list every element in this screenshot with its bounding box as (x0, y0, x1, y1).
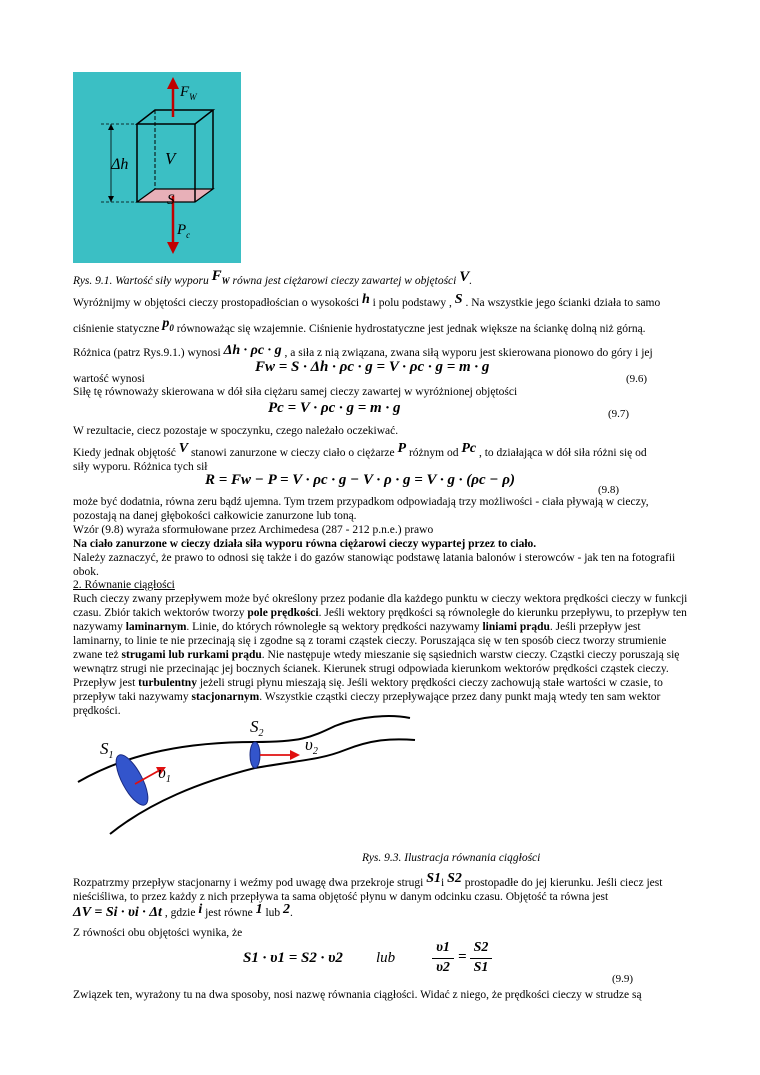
equation-9-6-number: (9.6) (626, 373, 648, 385)
paragraph-cases-2: pozostają na danej głębokości całkowicie zanurzone lub toną. (73, 510, 357, 522)
equation-9-9-lhs: S1 · υ1 = S2 · υ2 (243, 950, 343, 966)
paragraph-volume: ΔV = Si · υi · Δt , gdzie i jest równe 1 lub 2. (73, 902, 293, 920)
archimedes-law: Na ciało zanurzone w cieczy działa siła wyporu równa ciężarowi cieczy wypartej przez to ciało. (73, 538, 537, 550)
paragraph-stationary: Rozpatrzmy przepływ stacjonarny i weźmy pod uwagę dwa przekroje strugi S1i S2 prostopadłe do jej kierunku. Jeśli ciecz jest (73, 871, 663, 889)
figure-9-3-drawing (70, 712, 470, 842)
paragraph-stationary-2: nieściśliwa, to przez każdy z nich przepływa ta sama objętość płynu w danym odcinku czasu. Objętość ta równa jest (73, 891, 609, 903)
s-label: S (167, 192, 175, 208)
section-2-title: 2. Równanie ciągłości (73, 579, 175, 591)
figure-9-3-caption: Rys. 9.3. Ilustracja równania ciągłości (362, 852, 541, 864)
equation-9-8: R = Fw − P = V · ρc · g − V · ρ · g = V · g · (ρc − ρ) (205, 472, 515, 488)
fraction-den-v2: υ2 (436, 960, 450, 975)
figure-9-1-drawing (73, 72, 241, 263)
equation-9-9-lub: lub (376, 950, 396, 966)
fraction-bar-2 (470, 958, 492, 959)
equation-9-7-number: (9.7) (608, 408, 630, 420)
fraction-den-s1: S1 (473, 960, 489, 975)
paragraph-immersed-2: siły wyporu. Różnica tych sił (73, 461, 208, 473)
equation-9-9-equals: = (458, 949, 467, 965)
figure-9-1-caption: Rys. 9.1. Wartość siły wyporu $F_W$ równa jest ciężarowi cieczy zawartej w objętości V. (73, 268, 473, 287)
paragraph-rest: W rezultacie, ciecz pozostaje w spoczynku, czego należało oczekiwać. (73, 425, 399, 437)
fraction-num-v1: υ1 (436, 940, 450, 955)
v-label: V (165, 149, 176, 168)
equation-9-6: Fw = S · Δh · ρc · g = V · ρc · g = m · g (255, 359, 490, 375)
fraction-num-s2: S2 (473, 940, 489, 955)
section-2-body: Ruch cieczy zwany przepływem może być określony przez podanie dla każdego punktu w cieczy wektora prędkości cieczy w funkcji czasu. Zbiór takich wektorów tworzy pole prędkości. Jeśli wektory prędkości są równoległe do kierunku przepływu, to przepływ ten nazywamy laminarnym. Linie, do których równoległe są wektory prędkości nazywamy liniami prądu. Jeśli przepływ jest laminarny, to linie te nie przecinają się i zgodne są z torami cząstek cieczy. Poruszająca się w ten sposób ciecz tworzy strumienie zwane też strugami lub rurkami prądu. Nie następuje wtedy mieszanie się sąsiednich warstw cieczy. Cząstki cieczy poruszają się wewnątrz strugi nie przecinając jej bocznych ścianek. Kierunek strugi odpowiada kierunkom wektorów prędkości cząstek cieczy. Przepływ jest turbulentny jeżeli strugi płynu mieszają się. Jeśli wektory prędkości cieczy zachowują stałe wartości w czasie, to przepływ taki nazywamy stacjonarnym. Wszystkie cząstki cieczy przepływające przez dany punkt mają wtedy ten sam wektor prędkości. (73, 593, 688, 717)
v1-label: $\upsilon_1$ (158, 763, 171, 785)
equation-9-8-number: (9.8) (598, 484, 620, 496)
equation-9-7: Pc = V · ρc · g = m · g (268, 400, 401, 416)
paragraph-gases-2: obok. (73, 566, 99, 578)
paragraph-prism: Wyróżnijmy w objętości cieczy prostopadłościan o wysokości h i polu podstawy , S . Na wszystkie jego ścianki działa to samo (73, 292, 661, 309)
paragraph-archimedes: Wzór (9.8) wyraża sformułowane przez Archimedesa (287 - 212 p.n.e.) prawo (73, 524, 434, 536)
s1-label: $S_1$ (100, 739, 114, 761)
figure-9-1 (73, 72, 241, 263)
figure-9-3 (70, 712, 470, 842)
pc-label: $P_c$ (177, 222, 191, 240)
equation-9-9-number: (9.9) (612, 973, 634, 985)
paragraph-difference: Różnica (patrz Rys.9.1.) wynosi Δh · ρc · g , a siła z nią związana, zwana siłą wyporu jest skierowana pionowo do góry i jej (73, 343, 653, 359)
paragraph-static-pressure: ciśnienie statyczne $p_0$ równoważąc się wzajemnie. Ciśnienie hydrostatyczne jest jednak większe na ściankę dolną niż górną. (73, 316, 646, 335)
paragraph-value: wartość wynosi (73, 373, 145, 385)
paragraph-immersed: Kiedy jednak objętość V stanowi zanurzone w cieczy ciało o ciężarze P różnym od Pc , to działająca w dół siła różni się od (73, 441, 647, 459)
fraction-bar-1 (432, 958, 454, 959)
paragraph-equality: Z równości obu objętości wynika, że (73, 927, 243, 939)
caption-fw-symbol: $F_W$ (211, 268, 230, 286)
v2-label: $\upsilon_2$ (305, 735, 318, 757)
paragraph-gases: Należy zaznaczyć, że prawo to odnosi się także i do gazów stanowiąc podstawę latania balonów i sterowców - jak ten na fotografii (73, 552, 676, 564)
dh-label: Δh (111, 156, 129, 173)
paragraph-cases: może być dodatnia, równa zeru bądź ujemna. Tym trzem przypadkom odpowiadają trzy możliwości - ciała pływają w cieczy, (73, 496, 649, 508)
s2-label: $S_2$ (250, 717, 264, 739)
paragraph-weight: Siłę tę równoważy skierowana w dół siła ciężaru samej cieczy zawartej w wyróżnionej objętości (73, 386, 518, 398)
paragraph-continuity: Związek ten, wyrażony tu na dwa sposoby, nosi nazwę równania ciągłości. Widać z niego, że prędkości cieczy w strudze są (73, 989, 642, 1001)
fw-label: $F_W$ (180, 84, 197, 102)
